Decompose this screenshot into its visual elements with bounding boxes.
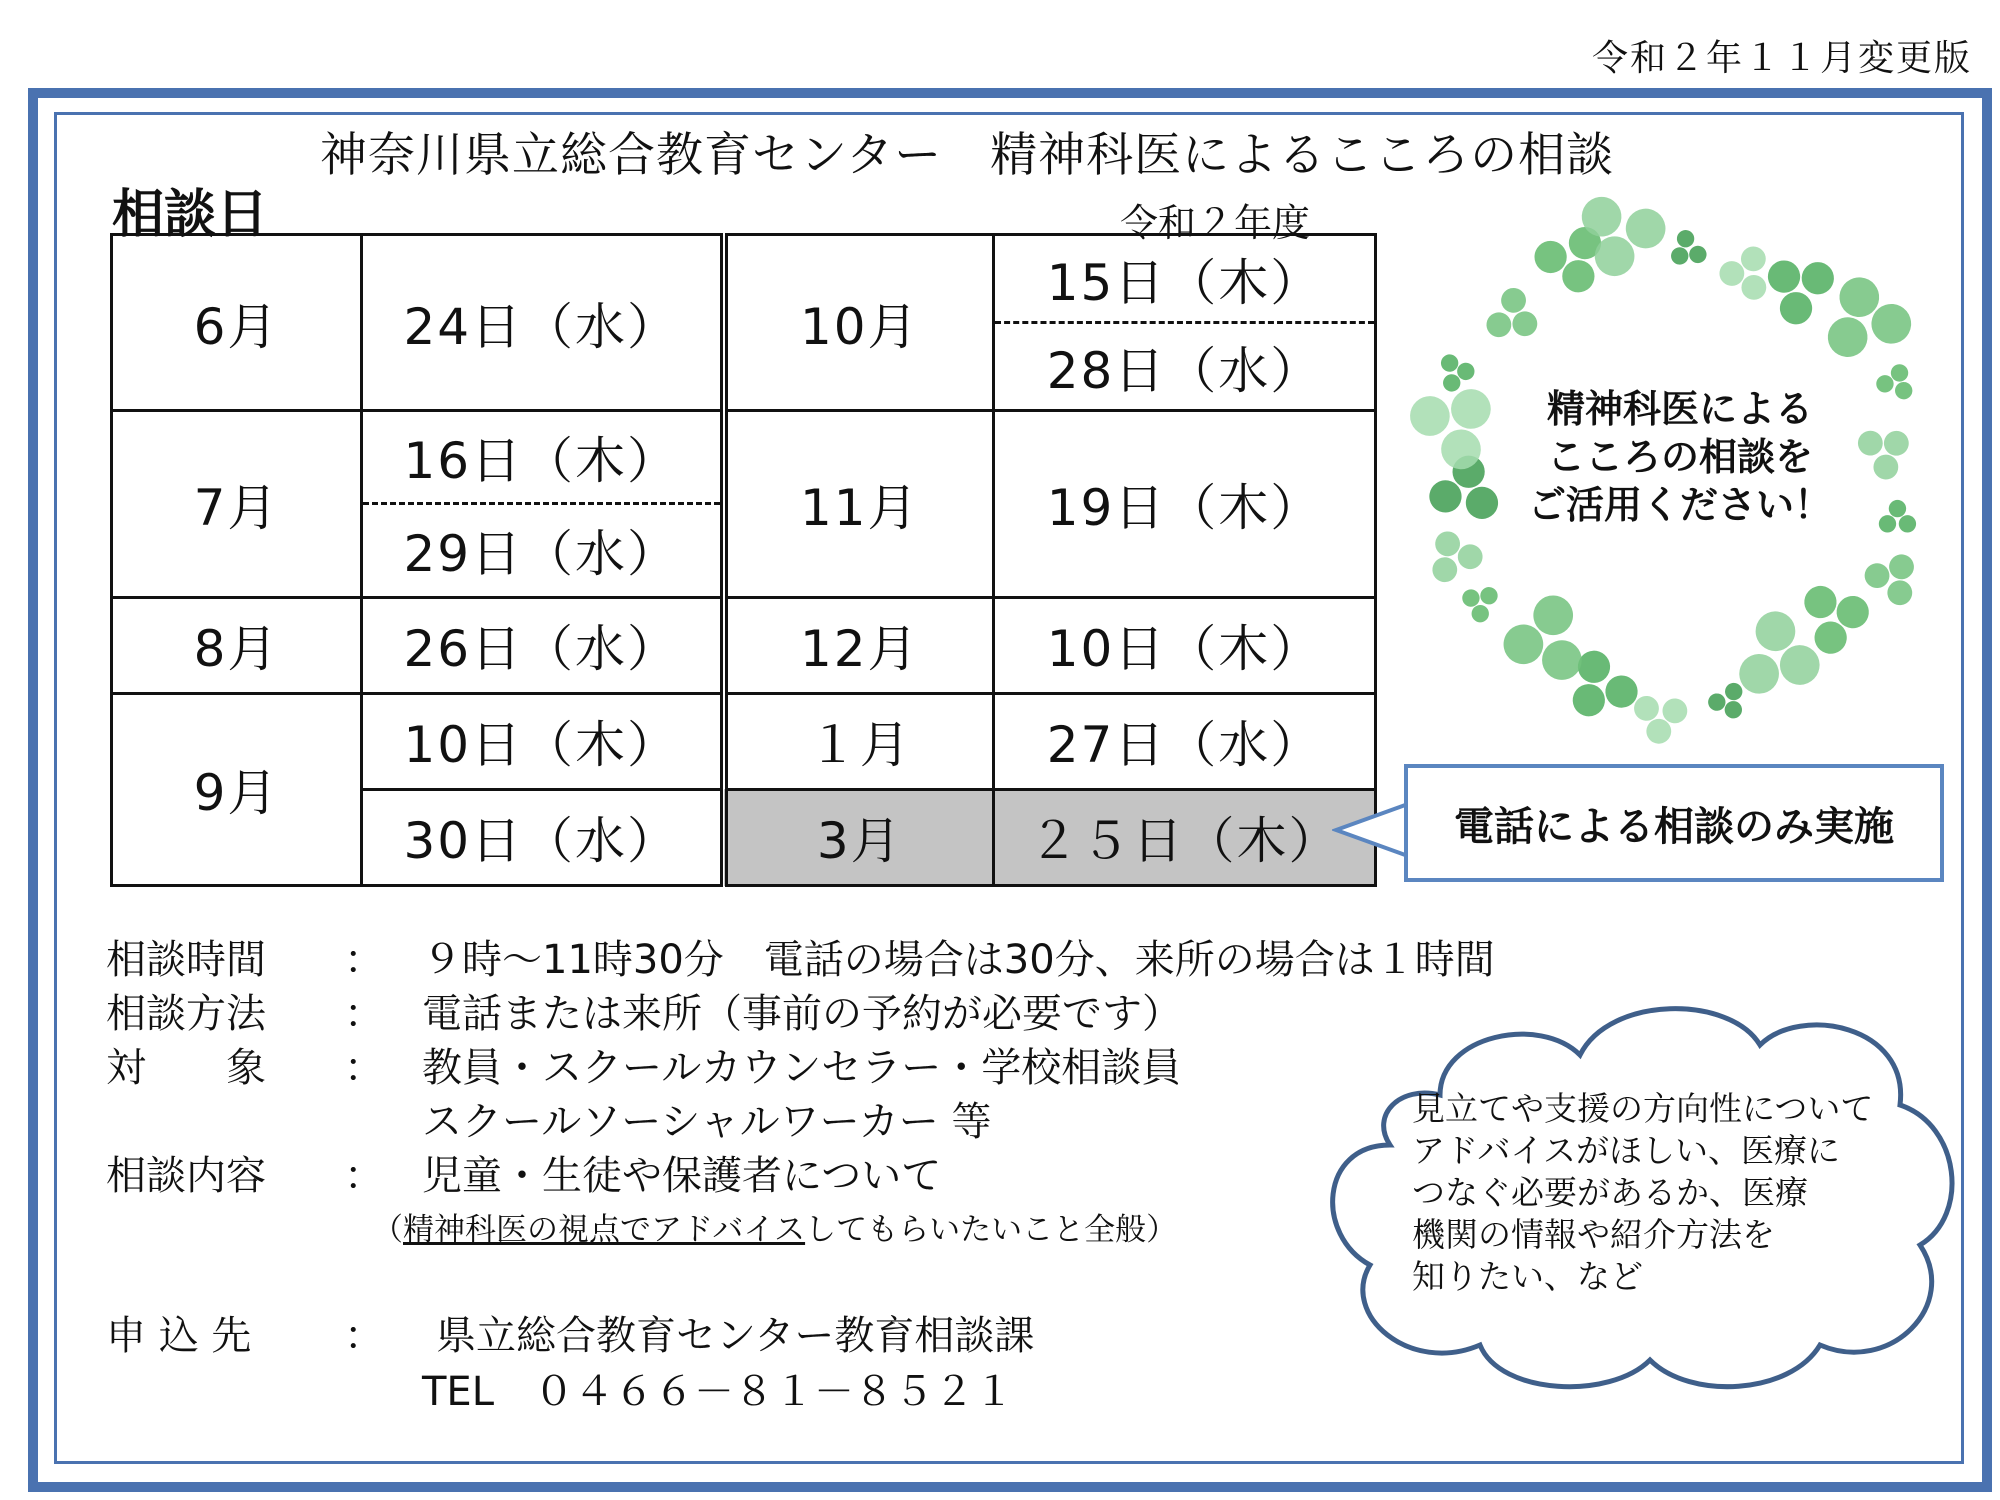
phone-only-callout: 電話による相談のみ実施 [1404, 764, 1944, 882]
cloud-message [1412, 1088, 1892, 1298]
note-paren: （ [372, 1212, 403, 1248]
day-entry: 29日（水） [403, 525, 680, 584]
table-row [112, 597, 1376, 693]
day-cell: 19日（木） [994, 411, 1376, 597]
info-value: 教員・スクールカウンセラー・学校相談員 [422, 1045, 1182, 1091]
clover-leaf-icon [1455, 577, 1501, 625]
tel-value: TEL ０４６６－８１－８５２１ [422, 1369, 1014, 1415]
note-rest: してもらいたいこと全般） [805, 1212, 1178, 1248]
schedule-table [110, 233, 1377, 887]
cloud-line: つなぐ必要があるか、医療 [1412, 1173, 1808, 1212]
clover-leaf-icon [1879, 500, 1916, 533]
clover-leaf-icon [1733, 606, 1833, 712]
cloud-line: 機関の情報や紹介方法を [1412, 1215, 1775, 1254]
month-cell: １月 [724, 693, 994, 789]
day-cell: ２５日（木） [994, 789, 1376, 885]
day-cell: 24日（水） [362, 235, 724, 411]
month-cell: 10月 [724, 235, 994, 411]
info-value: 電話または来所（事前の予約が必要です） [422, 991, 1182, 1037]
month-cell: 12月 [724, 597, 994, 693]
month-cell: 3月 [724, 789, 994, 885]
day-cell: 26日（水） [362, 597, 724, 693]
month-cell: 7月 [112, 411, 362, 597]
schedule-heading: 相談日 [112, 185, 269, 245]
day-entry: 16日（木） [363, 412, 720, 505]
info-label: 対 象 [106, 1045, 266, 1091]
fiscal-year: 令和２年度 [1120, 201, 1311, 245]
clover-leaf-icon [1661, 227, 1710, 276]
info-value: スクールソーシャルワーカー 等 [422, 1099, 992, 1145]
clover-leaf-icon [1874, 358, 1920, 401]
info-colon: ： [344, 1313, 384, 1359]
info-label: 相談内容 [106, 1153, 266, 1199]
clover-leaf-icon [1496, 592, 1585, 690]
info-label: 相談方法 [106, 991, 266, 1037]
month-cell: 11月 [724, 411, 994, 597]
table-row [112, 235, 1376, 411]
info-colon: ： [344, 1153, 384, 1199]
clover-leaf-icon [1631, 695, 1688, 746]
page-title: 神奈川県立総合教育センター 精神科医によるこころの相談 [320, 128, 1615, 183]
clover-leaf-icon [1418, 521, 1487, 587]
table-row [112, 693, 1376, 789]
clover-leaf-icon [1719, 246, 1766, 300]
wreath-line: こころの相談を [1546, 435, 1813, 479]
content-note [372, 1204, 1177, 1249]
day-cell-split [994, 235, 1376, 411]
day-entry: 28日（水） [1046, 341, 1323, 400]
info-value: ９時～11時30分 電話の場合は30分、来所の場合は１時間 [422, 937, 1495, 983]
day-entry: 15日（木） [995, 236, 1374, 324]
table-row [112, 411, 1376, 597]
info-colon: ： [344, 991, 384, 1037]
day-cell-split [362, 411, 724, 597]
clover-leaf-icon [1440, 352, 1476, 393]
cloud-line: アドバイスがほしい、医療に [1412, 1131, 1841, 1170]
info-label: 相談時間 [106, 937, 266, 983]
wreath-line: 精神科医による [1546, 387, 1813, 431]
info-colon: ： [344, 937, 384, 983]
day-cell: 10日（木） [362, 693, 724, 789]
cloud-line: 知りたい、など [1412, 1257, 1643, 1296]
callout-tail-icon [1332, 800, 1412, 860]
note-underlined: 精神科医の視点でアドバイス [403, 1212, 806, 1248]
clover-leaf-icon [1860, 541, 1931, 610]
info-label: 申 込 先 [106, 1313, 252, 1359]
info-value: 県立総合教育センター教育相談課 [436, 1313, 1035, 1359]
month-cell: 9月 [112, 693, 362, 885]
day-cell: 30日（水） [362, 789, 724, 885]
info-value: 児童・生徒や保護者について [422, 1153, 942, 1199]
cloud-line: 見立てや支援の方向性について [1412, 1089, 1874, 1128]
wreath-line: ご活用ください！ [1527, 483, 1832, 527]
version-label: 令和２年１１月変更版 [1591, 38, 1972, 79]
day-cell: 27日（水） [994, 693, 1376, 789]
day-cell: 10日（木） [994, 597, 1376, 693]
clover-leaf-icon [1482, 283, 1549, 353]
clover-leaf-icon [1800, 574, 1877, 657]
month-cell: 6月 [112, 235, 362, 411]
wreath-message [1490, 385, 1870, 529]
info-colon: ： [344, 1045, 384, 1091]
month-cell: 8月 [112, 597, 362, 693]
